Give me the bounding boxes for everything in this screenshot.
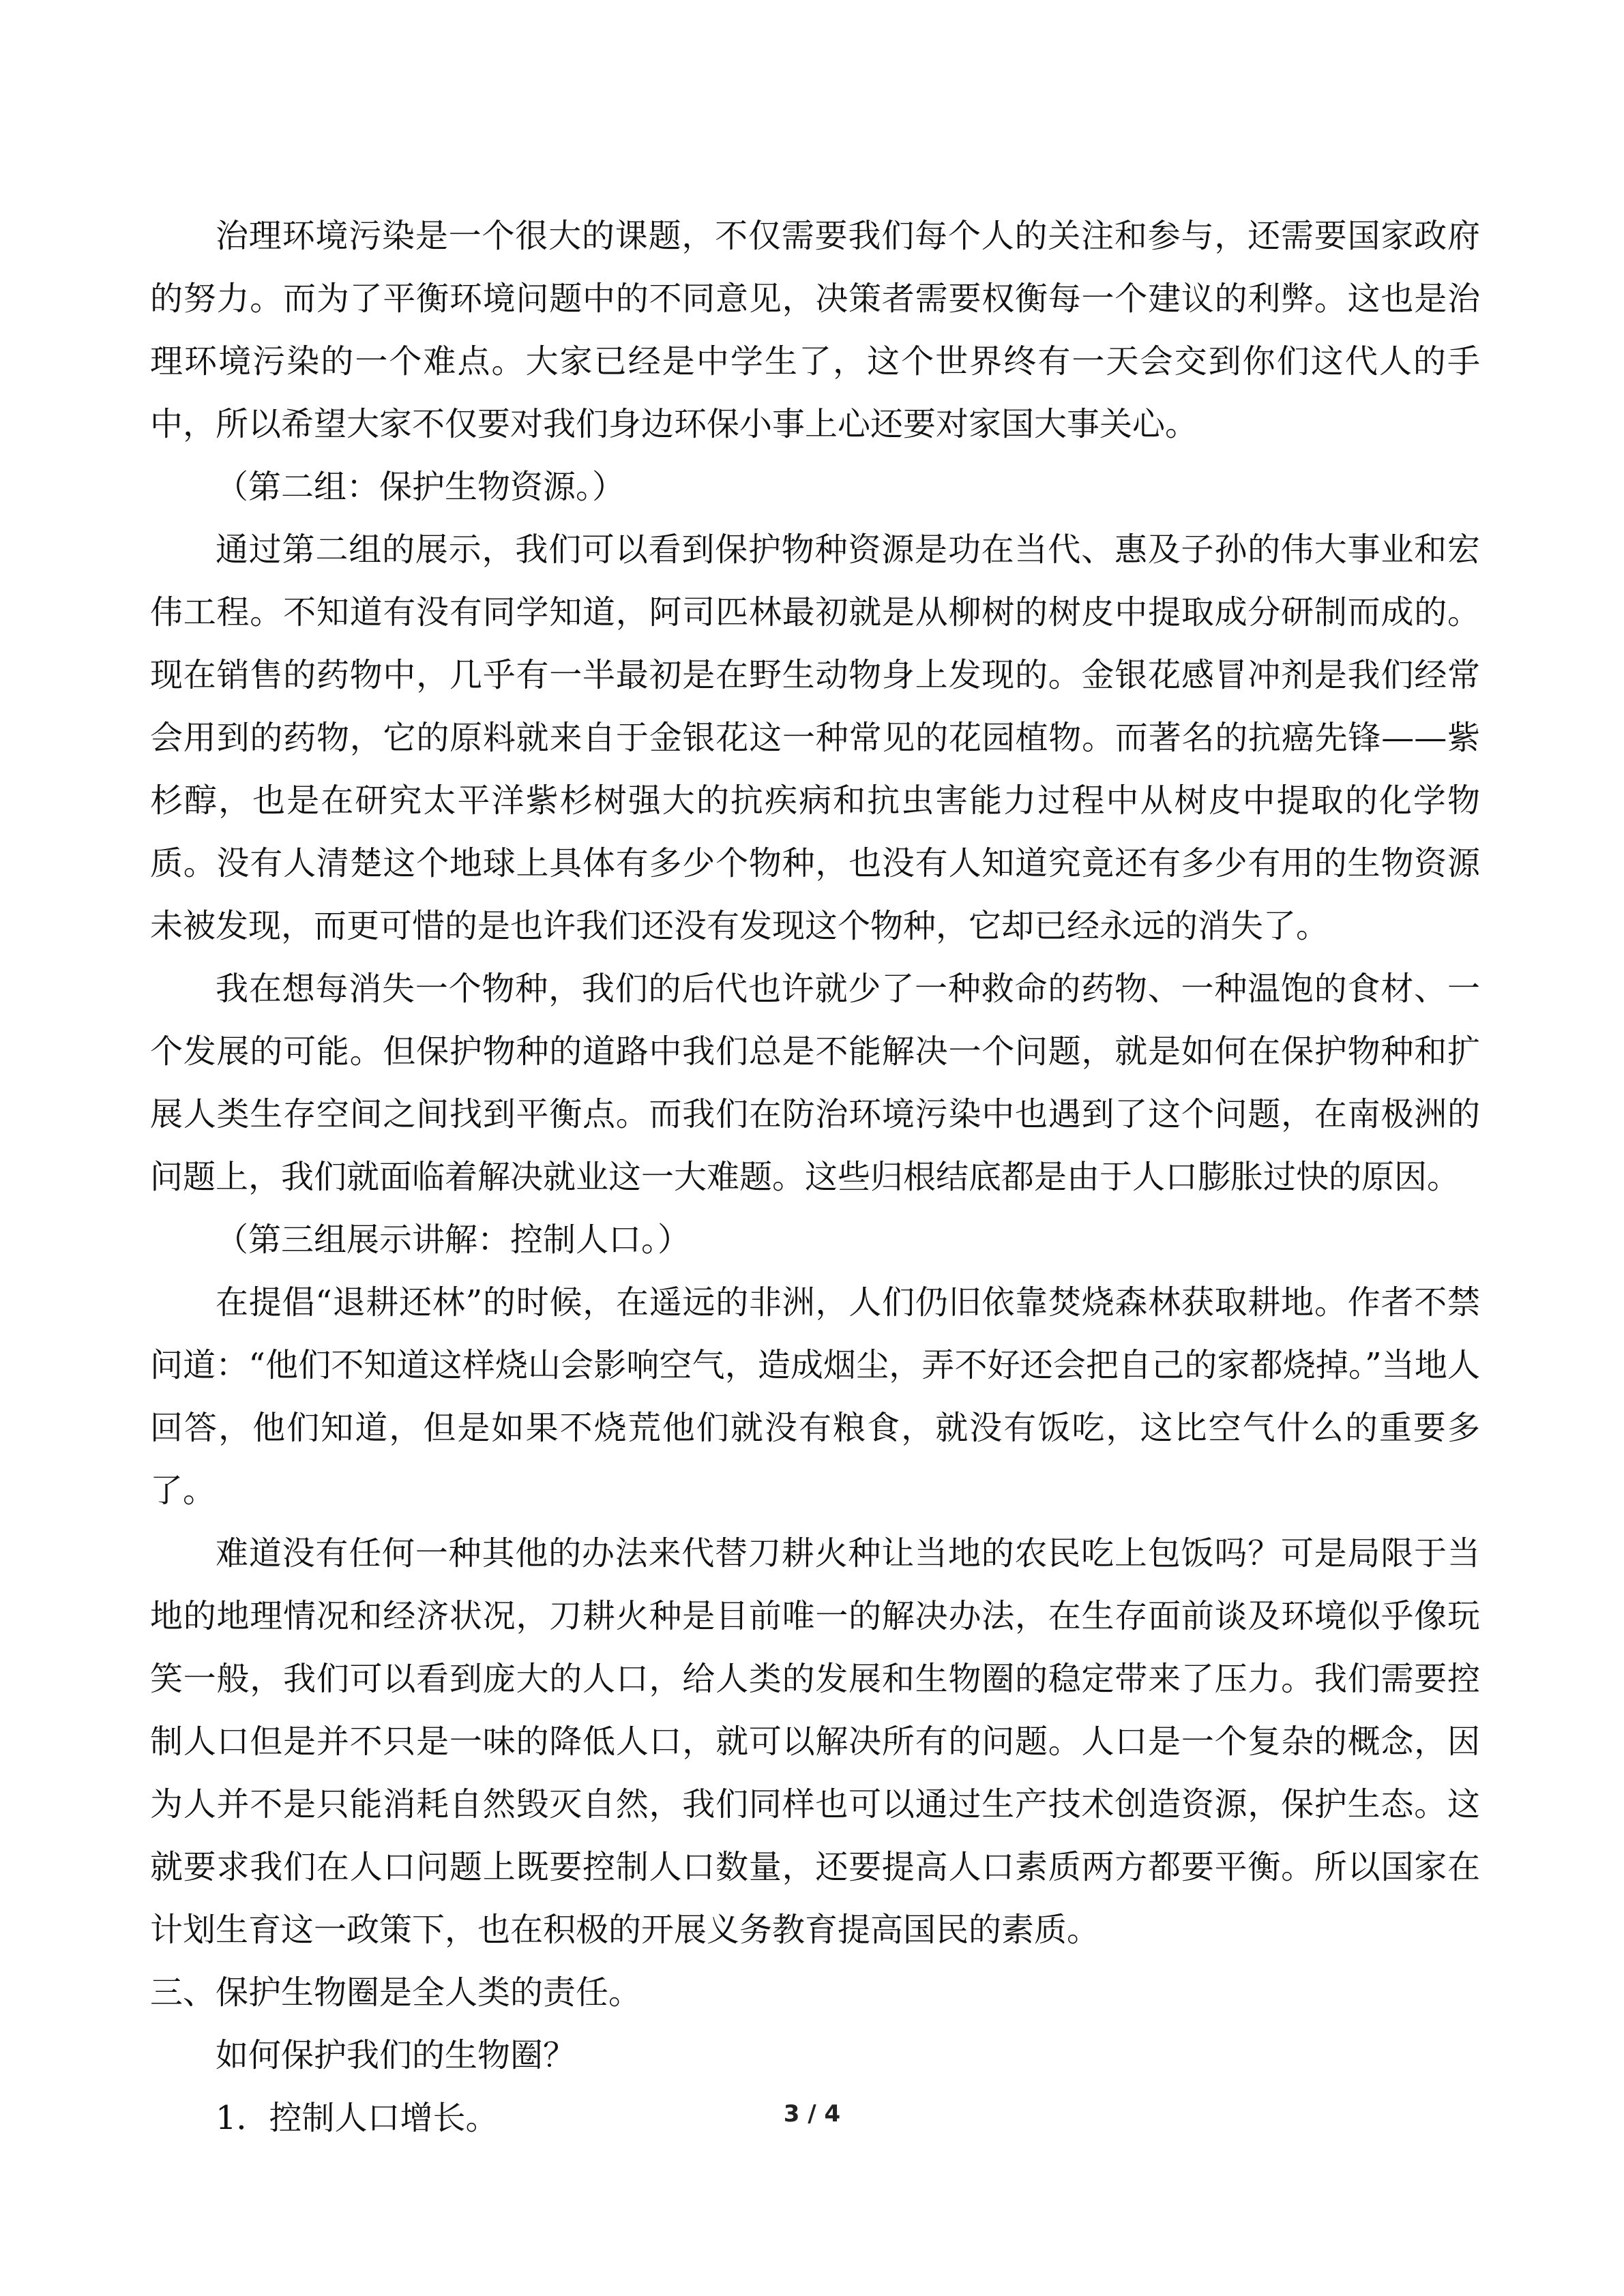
paragraph-population: 难道没有任何一种其他的办法来代替刀耕火种让当地的农民吃上包饭吗？可是局限于当地的地理情况和经济状况，刀耕火种是目前唯一的解决办法，在生存面前谈及环境似乎像玩笑一般，我们可以看到庞大的人口，给人类的发展和生物圈的稳定带来了压力。我们需要控制人口但是并不只是一味的降低人口，就可以解决所有的问题。人口是一个复杂的概念，因为人并不是只能消耗自然毁灭自然，我们同样也可以通过生产技术创造资源，保护生态。这就要求我们在人口问题上既要控制人口数量，还要提高人口素质两方都要平衡。所以国家在计划生育这一政策下，也在积极的开展义务教育提高国民的素质。 [150, 1534, 1480, 1949]
paragraph-pollution: 治理环境污染是一个很大的课题，不仅需要我们每个人的关注和参与，还需要国家政府的努力。而为了平衡环境问题中的不同意见，决策者需要权衡每一个建议的利弊。这也是治理环境污染的一个难点。大家已经是中学生了，这个世界终有一天会交到你们这代人的手中，所以希望大家不仅要对我们身边环保小事上心还要对家国大事关心。 [150, 217, 1480, 443]
paragraph-balance: 我在想每消失一个物种，我们的后代也许就少了一种救命的药物、一种温饱的食材、一个发展的可能。但保护物种的道路中我们总是不能解决一个问题，就是如何在保护物种和扩展人类生存空间之间找到平衡点。而我们在防治环境污染中也遇到了这个问题，在南极洲的问题上，我们就面临着解决就业这一大难题。这些归根结底都是由于人口膨胀过快的原因。 [150, 970, 1480, 1196]
paragraph-africa: 在提倡“退耕还林”的时候，在遥远的非洲，人们仍旧依靠焚烧森林获取耕地。作者不禁问道：“他们不知道这样烧山会影响空气，造成烟尘，弄不好还会把自己的家都烧掉。”当地人回答，他们知道，但是如果不烧荒他们就没有粮食，就没有饭吃，这比空气什么的重要多了。 [150, 1283, 1480, 1510]
group-three-heading: （第三组展示讲解：控制人口。） [216, 1221, 691, 1259]
paragraph-species-resources: 通过第二组的展示，我们可以看到保护物种资源是功在当代、惠及子孙的伟大事业和宏伟工程。不知道有没有同学知道，阿司匹林最初就是从柳树的树皮中提取成分研制而成的。现在销售的药物中，几乎有一半最初是在野生动物身上发现的。金银花感冒冲剂是我们经常会用到的药物，它的原料就来自于金银花这一种常见的花园植物。而著名的抗癌先锋——紫杉醇，也是在研究太平洋紫杉树强大的抗疾病和抗虫害能力过程中从树皮中提取的化学物质。没有人清楚这个地球上具体有多少个物种，也没有人知道究竟还有多少有用的生物资源未被发现，而更可惜的是也许我们还没有发现这个物种，它却已经永远的消失了。 [150, 531, 1480, 945]
question-protect-biosphere: 如何保护我们的生物圈？ [216, 2036, 576, 2074]
group-two-heading: （第二组：保护生物资源。） [216, 468, 625, 506]
document-body [150, 205, 1480, 2149]
page-number: 3 / 4 [783, 2100, 841, 2128]
section-heading-responsibility: 三、保护生物圈是全人类的责任。 [150, 1973, 642, 2012]
list-item-control-population: 1．控制人口增长。 [216, 2099, 499, 2137]
